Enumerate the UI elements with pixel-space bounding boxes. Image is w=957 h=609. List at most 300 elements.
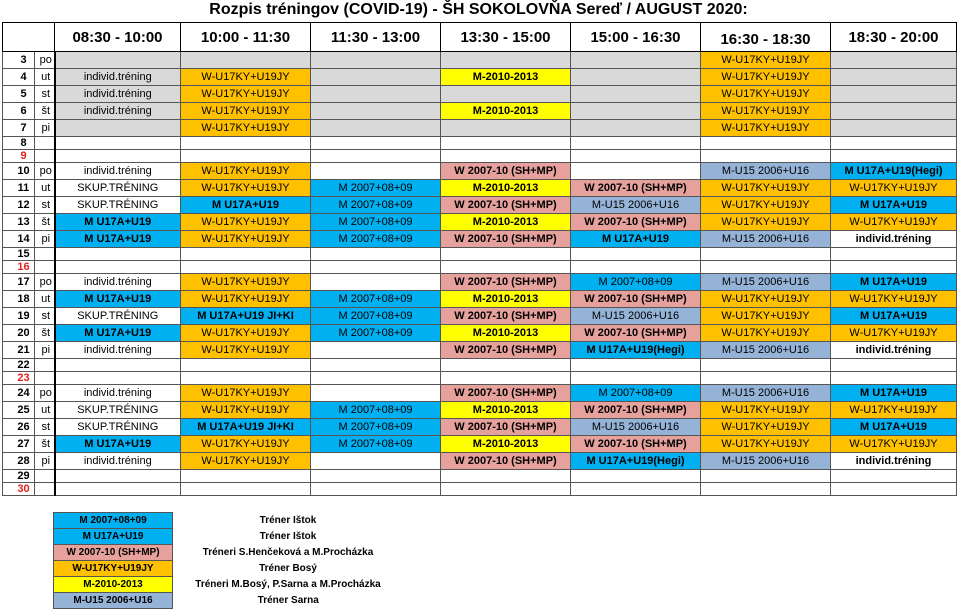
- schedule-cell: individ.tréning: [55, 342, 181, 359]
- day-number: 18: [3, 291, 35, 308]
- legend-coach: Tréneri M.Bosý, P.Sarna a M.Procházka: [195, 579, 381, 590]
- schedule-cell: individ.tréning: [831, 453, 957, 470]
- weekday-label: [35, 150, 55, 163]
- schedule-cell: M-U15 2006+U16: [701, 274, 831, 291]
- schedule-cell: [181, 359, 311, 372]
- time-slot-header: 18:30 - 20:00: [831, 23, 957, 52]
- schedule-cell: W-U17KY+U19JY: [701, 69, 831, 86]
- schedule-cell: [831, 470, 957, 483]
- table-row: [3, 436, 957, 453]
- weekday-label: št: [35, 103, 55, 120]
- schedule-cell: W-U17KY+U19JY: [181, 325, 311, 342]
- day-number: 21: [3, 342, 35, 359]
- schedule-cell: M 2007+08+09: [311, 231, 441, 248]
- day-number: 5: [3, 86, 35, 103]
- schedule-cell: W-U17KY+U19JY: [831, 436, 957, 453]
- schedule-cell: [831, 120, 957, 137]
- schedule-cell: [311, 137, 441, 150]
- schedule-cell: W-U17KY+U19JY: [831, 325, 957, 342]
- schedule-cell: M U17A+U19: [55, 214, 181, 231]
- schedule-cell: M 2007+08+09: [311, 291, 441, 308]
- schedule-cell: M 2007+08+09: [311, 180, 441, 197]
- schedule-cell: [441, 359, 571, 372]
- schedule-cell: M 2007+08+09: [311, 197, 441, 214]
- schedule-cell: [441, 372, 571, 385]
- day-number: 15: [3, 248, 35, 261]
- schedule-cell: W-U17KY+U19JY: [181, 86, 311, 103]
- schedule-cell: W-U17KY+U19JY: [701, 180, 831, 197]
- schedule-cell: [701, 372, 831, 385]
- schedule-cell: [311, 274, 441, 291]
- weekday-label: pi: [35, 120, 55, 137]
- schedule-cell: M U17A+U19(Hegi): [571, 342, 701, 359]
- table-row: [3, 325, 957, 342]
- schedule-cell: M U17A+U19: [55, 325, 181, 342]
- schedule-cell: [181, 137, 311, 150]
- time-slot-header: 11:30 - 13:00: [311, 23, 441, 52]
- weekday-label: [35, 470, 55, 483]
- schedule-cell: [831, 359, 957, 372]
- schedule-cell: W-U17KY+U19JY: [831, 180, 957, 197]
- table-row: [3, 453, 957, 470]
- day-number: 13: [3, 214, 35, 231]
- schedule-cell: W-U17KY+U19JY: [181, 402, 311, 419]
- schedule-cell: M U17A+U19: [831, 385, 957, 402]
- schedule-cell: W-U17KY+U19JY: [701, 86, 831, 103]
- schedule-cell: [55, 483, 181, 496]
- schedule-cell: W-U17KY+U19JY: [181, 385, 311, 402]
- legend-swatch: M U17A+U19: [54, 529, 173, 545]
- schedule-cell: [181, 52, 311, 69]
- legend-item: [54, 577, 404, 593]
- schedule-cell: M U17A+U19: [831, 308, 957, 325]
- table-row: [3, 150, 957, 163]
- schedule-cell: [311, 69, 441, 86]
- schedule-cell: M U17A+U19: [831, 419, 957, 436]
- table-row: [3, 103, 957, 120]
- table-row: [3, 402, 957, 419]
- page-title: Rozpis tréningov (COVID-19) - ŠH SOKOLOVŇA Sereď / AUGUST 2020:: [209, 1, 748, 18]
- schedule-cell: [55, 470, 181, 483]
- schedule-cell: individ.tréning: [55, 274, 181, 291]
- table-row: [3, 197, 957, 214]
- schedule-cell: [311, 470, 441, 483]
- schedule-cell: [311, 342, 441, 359]
- schedule-cell: [311, 359, 441, 372]
- schedule-cell: W 2007-10 (SH+MP): [441, 342, 571, 359]
- schedule-cell: M U17A+U19: [55, 291, 181, 308]
- schedule-cell: W-U17KY+U19JY: [181, 436, 311, 453]
- schedule-cell: [55, 52, 181, 69]
- schedule-cell: [831, 248, 957, 261]
- table-row: [3, 69, 957, 86]
- weekday-label: pi: [35, 453, 55, 470]
- table-row: [3, 359, 957, 372]
- legend: [53, 512, 404, 609]
- schedule-cell: SKUP.TRÉNING: [55, 308, 181, 325]
- day-number: 17: [3, 274, 35, 291]
- schedule-cell: individ.tréning: [55, 453, 181, 470]
- schedule-cell: W 2007-10 (SH+MP): [441, 453, 571, 470]
- day-number: 29: [3, 470, 35, 483]
- schedule-cell: M-U15 2006+U16: [701, 231, 831, 248]
- schedule-cell: [701, 359, 831, 372]
- table-row: [3, 214, 957, 231]
- schedule-cell: M-U15 2006+U16: [571, 197, 701, 214]
- schedule-cell: M 2007+08+09: [311, 402, 441, 419]
- schedule-cell: M-2010-2013: [441, 214, 571, 231]
- schedule-cell: [311, 372, 441, 385]
- weekday-label: st: [35, 197, 55, 214]
- weekday-label: št: [35, 325, 55, 342]
- schedule-cell: W-U17KY+U19JY: [701, 291, 831, 308]
- schedule-cell: W-U17KY+U19JY: [701, 214, 831, 231]
- weekday-label: št: [35, 436, 55, 453]
- schedule-cell: [55, 120, 181, 137]
- schedule-cell: [571, 86, 701, 103]
- schedule-cell: [441, 86, 571, 103]
- weekday-label: ut: [35, 180, 55, 197]
- table-row: [3, 308, 957, 325]
- schedule-cell: M-2010-2013: [441, 436, 571, 453]
- legend-coach: Tréneri S.Henčeková a M.Procházka: [202, 547, 374, 558]
- schedule-cell: M U17A+U19: [571, 231, 701, 248]
- schedule-cell: M-2010-2013: [441, 69, 571, 86]
- schedule-cell: W-U17KY+U19JY: [181, 214, 311, 231]
- table-row: [3, 231, 957, 248]
- schedule-cell: W-U17KY+U19JY: [181, 231, 311, 248]
- schedule-cell: W 2007-10 (SH+MP): [571, 325, 701, 342]
- legend-swatch: M-2010-2013: [54, 577, 173, 593]
- weekday-label: [35, 483, 55, 496]
- schedule-cell: W-U17KY+U19JY: [701, 52, 831, 69]
- legend-swatch: W-U17KY+U19JY: [54, 561, 173, 577]
- schedule-cell: W 2007-10 (SH+MP): [441, 308, 571, 325]
- schedule-cell: [831, 52, 957, 69]
- schedule-cell: M U17A+U19(Hegi): [571, 453, 701, 470]
- schedule-cell: W 2007-10 (SH+MP): [571, 402, 701, 419]
- schedule-cell: [181, 470, 311, 483]
- schedule-cell: SKUP.TRÉNING: [55, 419, 181, 436]
- schedule-cell: [571, 163, 701, 180]
- weekday-label: po: [35, 163, 55, 180]
- schedule-cell: [311, 261, 441, 274]
- day-number: 23: [3, 372, 35, 385]
- schedule-cell: [311, 120, 441, 137]
- weekday-label: [35, 372, 55, 385]
- legend-item: [54, 545, 404, 561]
- schedule-cell: [441, 137, 571, 150]
- table-row: [3, 470, 957, 483]
- schedule-cell: W 2007-10 (SH+MP): [571, 180, 701, 197]
- schedule-cell: [311, 385, 441, 402]
- schedule-cell: W 2007-10 (SH+MP): [441, 197, 571, 214]
- schedule-cell: W-U17KY+U19JY: [181, 103, 311, 120]
- schedule-cell: M-2010-2013: [441, 325, 571, 342]
- schedule-cell: SKUP.TRÉNING: [55, 197, 181, 214]
- schedule-cell: W-U17KY+U19JY: [181, 342, 311, 359]
- schedule-cell: [55, 137, 181, 150]
- day-number: 26: [3, 419, 35, 436]
- schedule-cell: W 2007-10 (SH+MP): [441, 385, 571, 402]
- schedule-cell: individ.tréning: [55, 385, 181, 402]
- schedule-cell: [571, 359, 701, 372]
- weekday-label: [35, 137, 55, 150]
- table-row: [3, 52, 957, 69]
- schedule-cell: individ.tréning: [831, 231, 957, 248]
- day-number: 27: [3, 436, 35, 453]
- schedule-cell: W 2007-10 (SH+MP): [441, 274, 571, 291]
- table-row: [3, 261, 957, 274]
- weekday-label: [35, 261, 55, 274]
- legend-coach: Tréner Sarna: [257, 595, 319, 606]
- schedule-cell: [181, 150, 311, 163]
- table-row: [3, 342, 957, 359]
- schedule-cell: [571, 261, 701, 274]
- schedule-cell: individ.tréning: [55, 69, 181, 86]
- schedule-cell: W-U17KY+U19JY: [831, 214, 957, 231]
- schedule-cell: [441, 483, 571, 496]
- table-row: [3, 86, 957, 103]
- day-number: 19: [3, 308, 35, 325]
- schedule-cell: W-U17KY+U19JY: [181, 274, 311, 291]
- corner-cell: [3, 23, 55, 52]
- table-row: [3, 372, 957, 385]
- schedule-cell: [571, 150, 701, 163]
- weekday-label: st: [35, 419, 55, 436]
- weekday-label: pi: [35, 342, 55, 359]
- schedule-cell: W 2007-10 (SH+MP): [441, 163, 571, 180]
- schedule-cell: [55, 150, 181, 163]
- schedule-cell: [701, 150, 831, 163]
- schedule-cell: individ.tréning: [55, 163, 181, 180]
- schedule-cell: W-U17KY+U19JY: [181, 69, 311, 86]
- schedule-cell: [311, 52, 441, 69]
- schedule-cell: [311, 483, 441, 496]
- schedule-cell: W 2007-10 (SH+MP): [571, 214, 701, 231]
- schedule-cell: M-U15 2006+U16: [571, 308, 701, 325]
- day-number: 7: [3, 120, 35, 137]
- schedule-cell: [441, 150, 571, 163]
- schedule-cell: [441, 248, 571, 261]
- schedule-cell: [311, 163, 441, 180]
- schedule-cell: individ.tréning: [831, 342, 957, 359]
- schedule-cell: [831, 150, 957, 163]
- schedule-cell: [831, 483, 957, 496]
- table-row: [3, 385, 957, 402]
- schedule-cell: [181, 261, 311, 274]
- schedule-cell: M-U15 2006+U16: [571, 419, 701, 436]
- schedule-cell: [701, 483, 831, 496]
- table-row: [3, 291, 957, 308]
- legend-coach: Tréner Ištok: [259, 515, 317, 526]
- schedule-cell: W-U17KY+U19JY: [701, 402, 831, 419]
- schedule-cell: W-U17KY+U19JY: [181, 120, 311, 137]
- schedule-cell: [311, 248, 441, 261]
- time-slot-header: 15:00 - 16:30: [571, 23, 701, 52]
- schedule-cell: [55, 248, 181, 261]
- schedule-cell: [55, 372, 181, 385]
- day-number: 16: [3, 261, 35, 274]
- schedule-cell: [311, 453, 441, 470]
- time-slot-header: 16:30 - 18:30: [701, 23, 831, 52]
- day-number: 25: [3, 402, 35, 419]
- schedule-cell: [441, 261, 571, 274]
- day-number: 20: [3, 325, 35, 342]
- schedule-cell: individ.tréning: [55, 86, 181, 103]
- legend-swatch: M 2007+08+09: [54, 513, 173, 529]
- header-row: [3, 23, 957, 52]
- table-row: [3, 274, 957, 291]
- schedule-cell: [831, 261, 957, 274]
- schedule-cell: [831, 86, 957, 103]
- schedule-cell: M U17A+U19(Hegi): [831, 163, 957, 180]
- schedule-cell: M 2007+08+09: [571, 274, 701, 291]
- weekday-label: po: [35, 52, 55, 69]
- schedule-cell: individ.tréning: [55, 103, 181, 120]
- schedule-cell: M U17A+U19 JI+KI: [181, 419, 311, 436]
- schedule-cell: [55, 261, 181, 274]
- schedule-cell: M 2007+08+09: [311, 419, 441, 436]
- schedule-cell: M-U15 2006+U16: [701, 453, 831, 470]
- day-number: 24: [3, 385, 35, 402]
- legend-swatch: W 2007-10 (SH+MP): [54, 545, 173, 561]
- schedule-cell: [571, 69, 701, 86]
- table-row: [3, 419, 957, 436]
- day-number: 3: [3, 52, 35, 69]
- day-number: 6: [3, 103, 35, 120]
- schedule-cell: [311, 150, 441, 163]
- schedule-cell: W 2007-10 (SH+MP): [441, 419, 571, 436]
- schedule-cell: [701, 261, 831, 274]
- weekday-label: st: [35, 86, 55, 103]
- schedule-cell: W-U17KY+U19JY: [181, 453, 311, 470]
- schedule-cell: M 2007+08+09: [311, 436, 441, 453]
- schedule-cell: SKUP.TRÉNING: [55, 180, 181, 197]
- table-row: [3, 248, 957, 261]
- schedule-cell: W-U17KY+U19JY: [701, 325, 831, 342]
- schedule-cell: [441, 120, 571, 137]
- day-number: 4: [3, 69, 35, 86]
- schedule-cell: M-U15 2006+U16: [701, 385, 831, 402]
- weekday-label: ut: [35, 291, 55, 308]
- day-number: 28: [3, 453, 35, 470]
- schedule-cell: M 2007+08+09: [571, 385, 701, 402]
- schedule-cell: [181, 372, 311, 385]
- schedule-cell: [311, 103, 441, 120]
- schedule-cell: M 2007+08+09: [311, 325, 441, 342]
- schedule-cell: [831, 137, 957, 150]
- schedule-body: [3, 52, 957, 496]
- schedule-cell: [311, 86, 441, 103]
- schedule-cell: W-U17KY+U19JY: [181, 163, 311, 180]
- table-row: [3, 137, 957, 150]
- schedule-cell: [571, 103, 701, 120]
- schedule-cell: W 2007-10 (SH+MP): [571, 436, 701, 453]
- legend-coach: Tréner Bosý: [259, 563, 317, 574]
- schedule-cell: [571, 483, 701, 496]
- legend-swatch: M-U15 2006+U16: [54, 593, 173, 609]
- schedule-cell: [441, 52, 571, 69]
- weekday-label: ut: [35, 69, 55, 86]
- schedule-cell: [571, 372, 701, 385]
- schedule-cell: W-U17KY+U19JY: [831, 291, 957, 308]
- schedule-cell: [831, 372, 957, 385]
- schedule-cell: [181, 248, 311, 261]
- schedule-cell: [701, 470, 831, 483]
- schedule-cell: W-U17KY+U19JY: [701, 436, 831, 453]
- weekday-label: [35, 248, 55, 261]
- legend-body: [54, 513, 404, 609]
- schedule-cell: M-2010-2013: [441, 180, 571, 197]
- schedule-cell: M-2010-2013: [441, 291, 571, 308]
- table-row: [3, 180, 957, 197]
- table-row: [3, 483, 957, 496]
- legend-item: [54, 593, 404, 609]
- day-number: 8: [3, 137, 35, 150]
- schedule-cell: W-U17KY+U19JY: [701, 120, 831, 137]
- schedule-cell: M 2007+08+09: [311, 308, 441, 325]
- weekday-label: po: [35, 385, 55, 402]
- weekday-label: po: [35, 274, 55, 291]
- schedule-cell: M-U15 2006+U16: [701, 342, 831, 359]
- schedule-cell: W-U17KY+U19JY: [701, 103, 831, 120]
- schedule-cell: W-U17KY+U19JY: [701, 197, 831, 214]
- schedule-cell: [571, 120, 701, 137]
- day-number: 10: [3, 163, 35, 180]
- schedule-cell: [571, 52, 701, 69]
- schedule-cell: [831, 69, 957, 86]
- time-slot-header: 10:00 - 11:30: [181, 23, 311, 52]
- schedule-cell: M U17A+U19: [55, 436, 181, 453]
- schedule-cell: [55, 359, 181, 372]
- schedule-cell: [441, 470, 571, 483]
- schedule-table: [2, 22, 957, 496]
- schedule-cell: W-U17KY+U19JY: [181, 180, 311, 197]
- schedule-cell: M 2007+08+09: [311, 214, 441, 231]
- weekday-label: ut: [35, 402, 55, 419]
- legend-coach: Tréner Ištok: [259, 531, 317, 542]
- schedule-cell: W-U17KY+U19JY: [701, 419, 831, 436]
- legend-item: [54, 529, 404, 545]
- day-number: 9: [3, 150, 35, 163]
- table-row: [3, 120, 957, 137]
- schedule-cell: M-U15 2006+U16: [701, 163, 831, 180]
- weekday-label: [35, 359, 55, 372]
- schedule-cell: M-2010-2013: [441, 103, 571, 120]
- schedule-cell: W-U17KY+U19JY: [831, 402, 957, 419]
- table-row: [3, 163, 957, 180]
- legend-item: [54, 513, 404, 529]
- time-slot-header: 13:30 - 15:00: [441, 23, 571, 52]
- weekday-label: st: [35, 308, 55, 325]
- schedule-cell: W-U17KY+U19JY: [181, 291, 311, 308]
- day-number: 22: [3, 359, 35, 372]
- legend-item: [54, 561, 404, 577]
- schedule-cell: W 2007-10 (SH+MP): [441, 231, 571, 248]
- day-number: 14: [3, 231, 35, 248]
- time-slot-header: 08:30 - 10:00: [55, 23, 181, 52]
- schedule-cell: [831, 103, 957, 120]
- schedule-cell: W 2007-10 (SH+MP): [571, 291, 701, 308]
- schedule-cell: [701, 137, 831, 150]
- schedule-cell: [181, 483, 311, 496]
- weekday-label: št: [35, 214, 55, 231]
- schedule-cell: M U17A+U19: [831, 197, 957, 214]
- schedule-cell: [571, 248, 701, 261]
- schedule-cell: SKUP.TRÉNING: [55, 402, 181, 419]
- schedule-cell: M U17A+U19: [55, 231, 181, 248]
